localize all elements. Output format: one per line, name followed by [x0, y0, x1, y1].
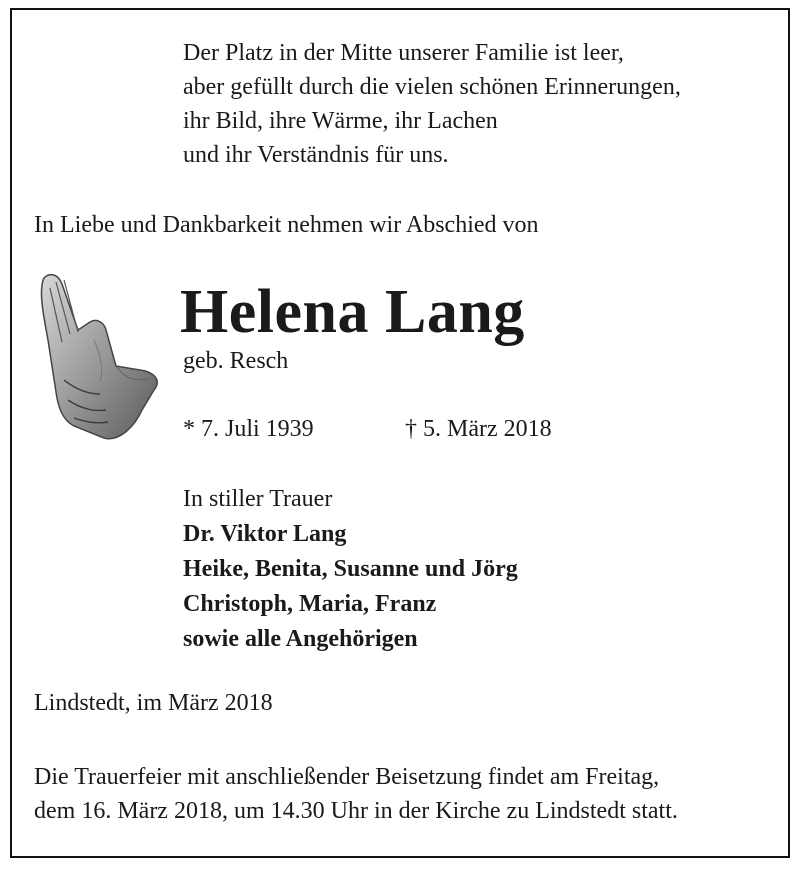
mourners-block: [183, 482, 518, 657]
poem-line: und ihr Verständnis für uns.: [183, 142, 449, 168]
poem: [183, 36, 681, 172]
service-line: dem 16. März 2018, um 14.30 Uhr in der Kirche zu Lindstedt statt.: [34, 798, 678, 824]
place-date: Lindstedt, im März 2018: [34, 690, 273, 716]
deceased-name: Helena Lang: [180, 278, 525, 346]
mourner-name: Christoph, Maria, Franz: [183, 591, 437, 617]
mourner-name: sowie alle Angehörigen: [183, 626, 418, 652]
mourner-name: Dr. Viktor Lang: [183, 521, 347, 547]
poem-line: ihr Bild, ihre Wärme, ihr Lachen: [183, 108, 498, 134]
mourner-name: Heike, Benita, Susanne und Jörg: [183, 556, 518, 582]
poem-line: aber gefüllt durch die vielen schönen Erinnerungen,: [183, 74, 681, 100]
mourners-intro: In stiller Trauer: [183, 486, 333, 512]
praying-hands-icon: [34, 270, 182, 450]
death-date: † 5. März 2018: [405, 416, 552, 442]
maiden-name: geb. Resch: [183, 348, 289, 374]
birth-date: * 7. Juli 1939: [183, 416, 314, 442]
poem-line: Der Platz in der Mitte unserer Familie ist leer,: [183, 40, 624, 66]
funeral-service-info: [34, 760, 678, 828]
service-line: Die Trauerfeier mit anschließender Beisetzung findet am Freitag,: [34, 764, 660, 790]
farewell-intro: In Liebe und Dankbarkeit nehmen wir Abschied von: [34, 212, 539, 238]
